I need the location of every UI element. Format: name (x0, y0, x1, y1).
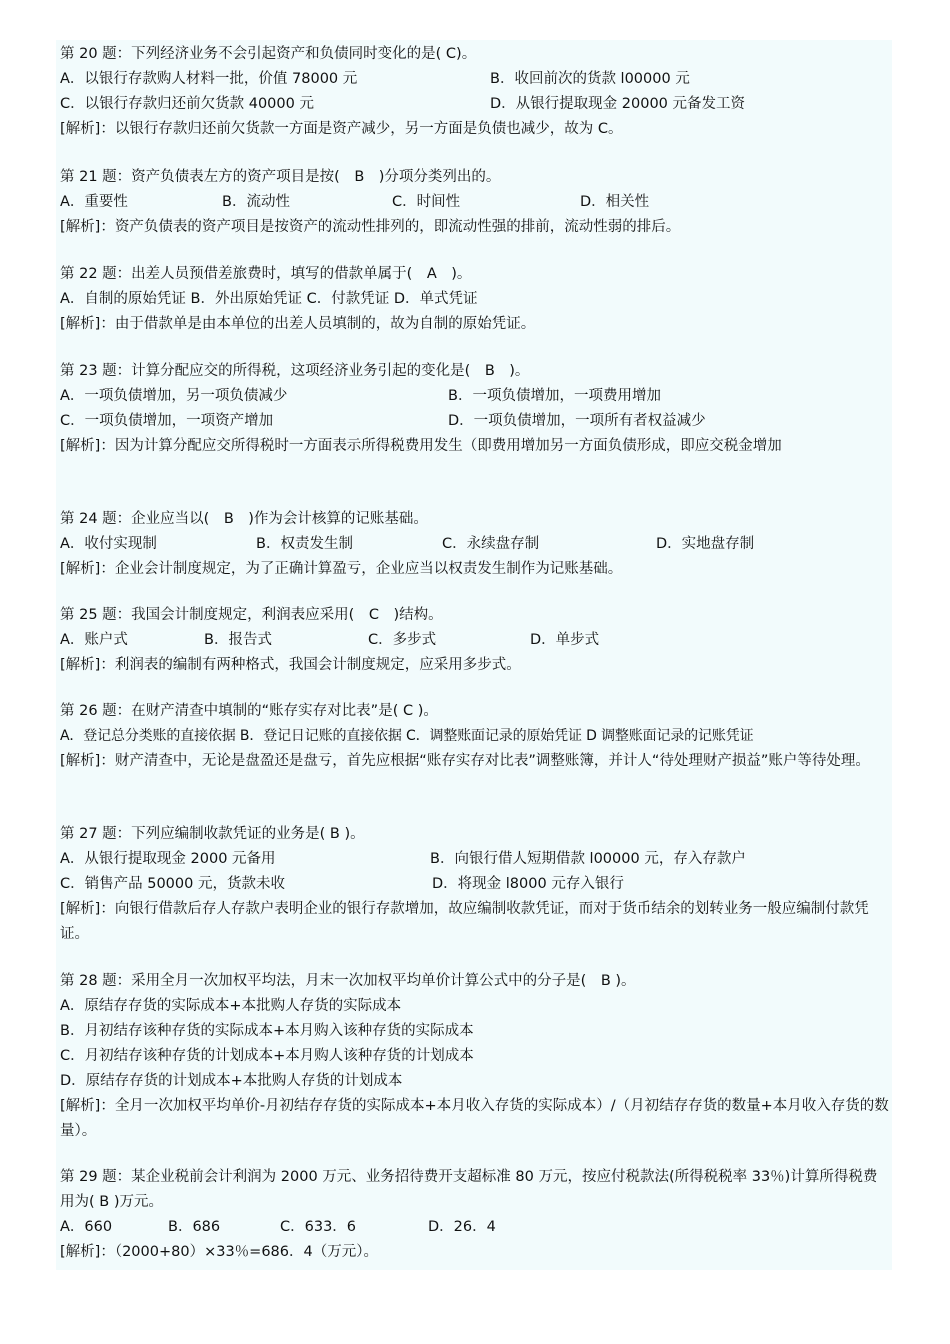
analysis-text: [解析]：以银行存款归还前欠货款一方面是资产减少，另一方面是负债也减少，故为 C。 (60, 121, 623, 137)
option-row (60, 92, 890, 117)
question-27 (60, 822, 890, 947)
option-row (60, 190, 890, 215)
option-c: C．多步式 (368, 632, 437, 648)
analysis-text: [解析]：因为计算分配应交所得税时一方面表示所得税费用发生（即费用增加另一方面负债形成，即应交税金增加 (60, 438, 782, 454)
option-a: A．以银行存款购人材料一批，价值 78000 元 (60, 71, 358, 87)
option-b: B．收回前次的货款 l00000 元 (490, 71, 690, 87)
analysis-text: [解析]：全月一次加权平均单价-月初结存存货的实际成本+本月收入存货的实际成本）/（月初结存存货的数量+本月收入存货的数量）。 (60, 1098, 889, 1139)
question-28 (60, 969, 890, 1144)
question-22 (60, 262, 890, 337)
option-a: A．660 (60, 1219, 113, 1235)
question-23 (60, 359, 890, 459)
question-stem: 第 24 题：企业应当以( B )作为会计核算的记账基础。 (60, 511, 428, 527)
question-20 (60, 42, 890, 142)
analysis-text: [解析]：向银行借款后存人存款户表明企业的银行存款增加，故应编制收款凭证，而对于货币结余的划转业务一般应编制付款凭证。 (60, 901, 869, 942)
option-row: A．登记总分类账的直接依据 B．登记日记账的直接依据 C．调整账面记录的原始凭证 D 调整账面记录的记账凭证 (60, 728, 754, 744)
question-29 (60, 1165, 890, 1265)
question-stem: 第 23 题：计算分配应交的所得税，这项经济业务引起的变化是( B )。 (60, 363, 530, 379)
question-stem: 第 21 题：资产负债表左方的资产项目是按( B )分项分类列出的。 (60, 169, 501, 185)
analysis-text: [解析]：由于借款单是由本单位的出差人员填制的，故为自制的原始凭证。 (60, 316, 536, 332)
analysis-text: [解析]：资产负债表的资产项目是按资产的流动性排列的，即流动性强的排前，流动性弱的排后。 (60, 219, 681, 235)
option-c: C．633．6 (280, 1219, 357, 1235)
option-c: C．永续盘存制 (442, 536, 540, 552)
option-c: C．时间性 (392, 194, 461, 210)
option-c: C．销售产品 50000 元，货款未收 (60, 876, 285, 892)
option-b: B．686 (168, 1219, 221, 1235)
option-c: C．一项负债增加，一项资产增加 (60, 413, 274, 429)
analysis-text: [解析]：企业会计制度规定，为了正确计算盈亏，企业应当以权责发生制作为记账基础。 (60, 561, 623, 577)
question-24 (60, 507, 890, 582)
option-d: D．相关性 (580, 194, 650, 210)
analysis-text: [解析]：（2000+80）×33％=686．4（万元）。 (60, 1244, 378, 1260)
option-a: A．收付实现制 (60, 536, 157, 552)
option-row (60, 847, 890, 872)
question-25 (60, 603, 890, 678)
option-d: D．原结存存货的计划成本+本批购人存货的计划成本 (60, 1073, 403, 1089)
option-b: B．流动性 (222, 194, 290, 210)
question-stem: 第 22 题：出差人员预借差旅费时，填写的借款单属于( A )。 (60, 266, 472, 282)
option-c: C．月初结存该种存货的计划成本+本月购人该种存货的计划成本 (60, 1048, 474, 1064)
option-b: B．报告式 (204, 632, 272, 648)
option-a: A．重要性 (60, 194, 128, 210)
option-row (60, 872, 890, 897)
option-d: D．26．4 (428, 1219, 496, 1235)
option-row (60, 628, 890, 653)
option-row (60, 409, 890, 434)
question-stem: 第 26 题：在财产清查中填制的“账存实存对比表”是( C )。 (60, 703, 438, 719)
option-c: C．以银行存款归还前欠货款 40000 元 (60, 96, 314, 112)
option-d: D．一项负债增加，一项所有者权益减少 (448, 413, 706, 429)
question-stem: 第 28 题：采用全月一次加权平均法，月末一次加权平均单价计算公式中的分子是( B )。 (60, 973, 636, 989)
option-b: B．一项负债增加，一项费用增加 (448, 388, 661, 404)
option-row (60, 384, 890, 409)
option-b: B．向银行借人短期借款 l00000 元，存入存款户 (430, 851, 746, 867)
option-d: D．实地盘存制 (656, 536, 755, 552)
option-row: A．自制的原始凭证 B．外出原始凭证 C．付款凭证 D．单式凭证 (60, 291, 478, 307)
question-21 (60, 165, 890, 240)
option-b: B．权责发生制 (256, 536, 353, 552)
option-b: B．月初结存该种存货的实际成本+本月购入该种存货的实际成本 (60, 1023, 474, 1039)
option-row (60, 67, 890, 92)
option-row (60, 1215, 890, 1240)
question-stem: 第 25 题：我国会计制度规定，利润表应采用( C )结构。 (60, 607, 443, 623)
option-a: A．一项负债增加，另一项负债减少 (60, 388, 288, 404)
question-stem: 第 27 题：下列应编制收款凭证的业务是( B )。 (60, 826, 365, 842)
option-d: D．将现金 l8000 元存入银行 (432, 876, 624, 892)
analysis-text: [解析]：利润表的编制有两种格式，我国会计制度规定，应采用多步式。 (60, 657, 521, 673)
question-26 (60, 699, 890, 774)
document-page (56, 40, 892, 1270)
option-a: A．原结存存货的实际成本+本批购人存货的实际成本 (60, 998, 402, 1014)
option-d: D．从银行提取现金 20000 元备发工资 (490, 96, 746, 112)
option-row (60, 532, 890, 557)
question-stem: 第 29 题：某企业税前会计利润为 2000 万元、业务招待费开支超标准 80 万元，按应付税款法(所得税税率 33％)计算所得税费用为( B )万元。 (60, 1169, 878, 1210)
option-a: A．账户式 (60, 632, 128, 648)
option-a: A．从银行提取现金 2000 元备用 (60, 851, 276, 867)
analysis-text: [解析]：财产清查中，无论是盘盈还是盘亏，首先应根据“账存实存对比表”调整账簿，并计人“待处理财产损益”账户等待处理。 (60, 753, 870, 769)
question-stem: 第 20 题：下列经济业务不会引起资产和负债同时变化的是( C)。 (60, 46, 477, 62)
option-d: D．单步式 (530, 632, 600, 648)
